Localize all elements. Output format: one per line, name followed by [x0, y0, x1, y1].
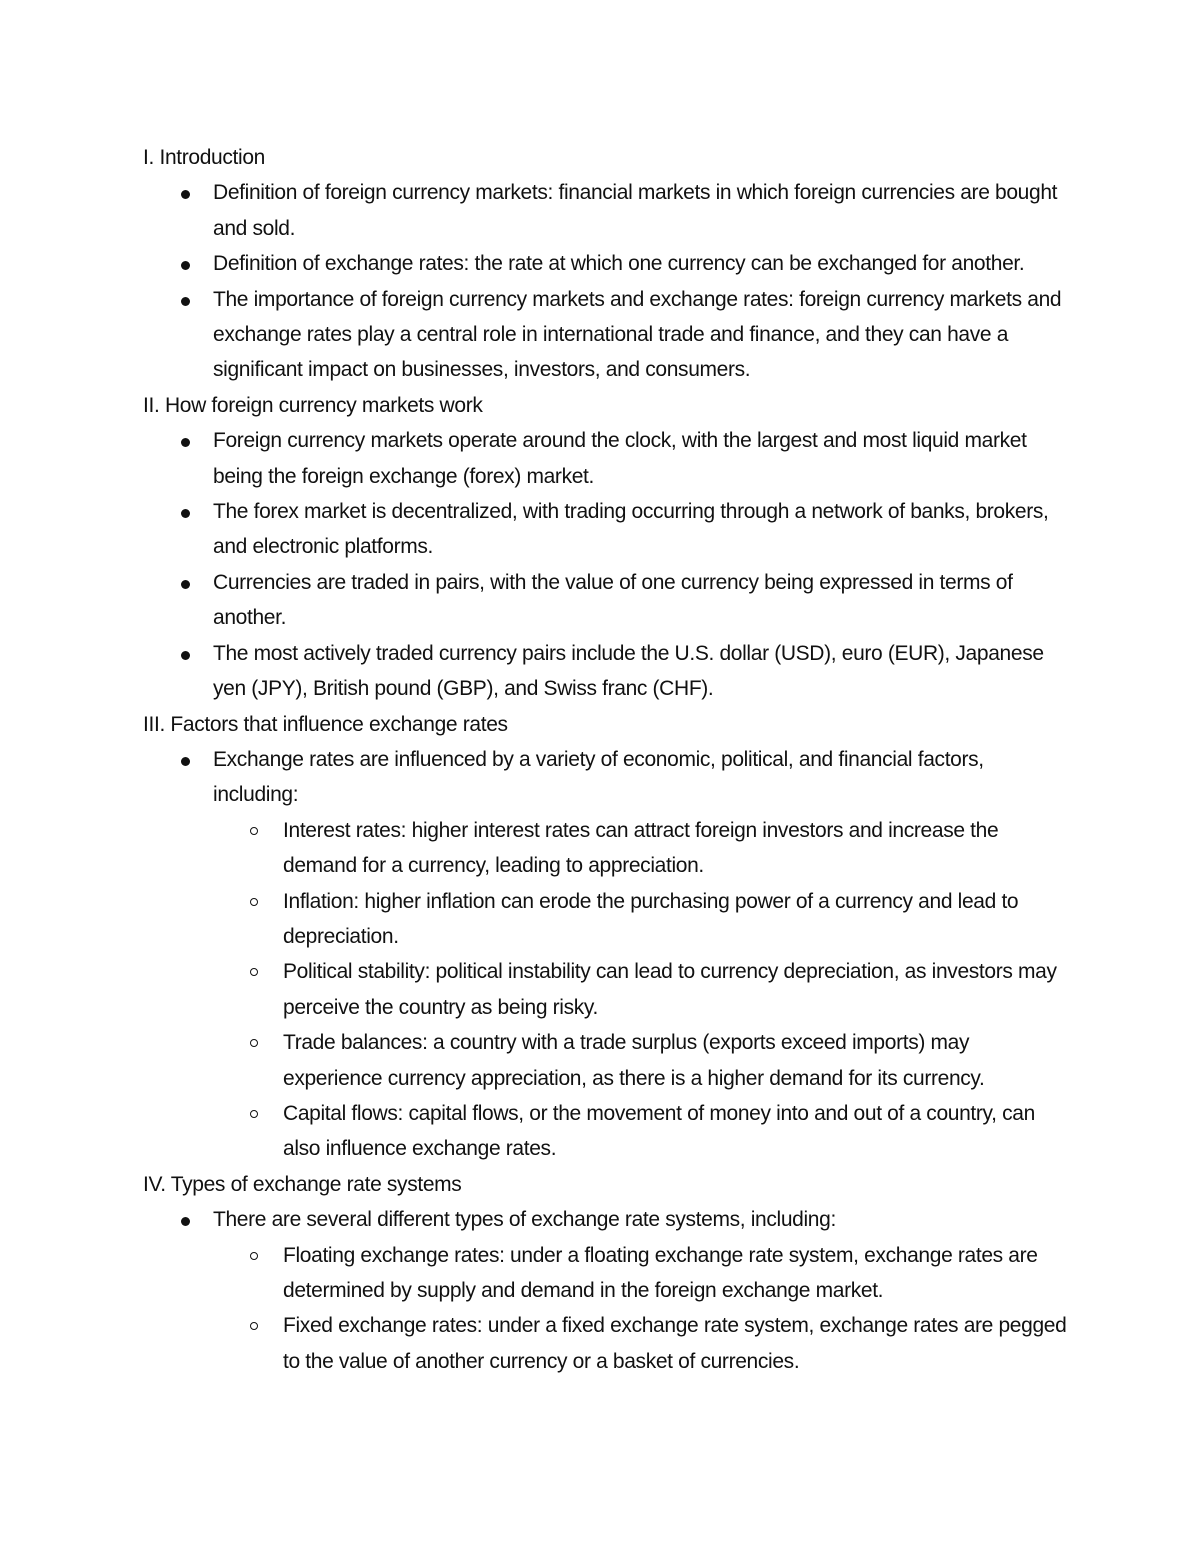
bullet-circle-icon	[250, 898, 258, 906]
bullet-dot-icon	[181, 509, 190, 518]
sub-list-item-text: Interest rates: higher interest rates can attract foreign investors and increase the demand for a currency, leading to appreciation.	[283, 818, 999, 878]
bullet-list	[143, 1202, 1073, 1379]
bullet-dot-icon	[181, 580, 190, 589]
section-factors	[143, 707, 1073, 1167]
sub-bullet-list	[213, 813, 1073, 1167]
bullet-dot-icon	[181, 297, 190, 306]
list-item-text: Definition of foreign currency markets: financial markets in which foreign currencies are bought and sold.	[213, 181, 1058, 240]
bullet-list	[143, 423, 1073, 706]
list-item	[143, 175, 1073, 246]
bullet-dot-icon	[181, 1217, 190, 1226]
list-item	[143, 1202, 1073, 1379]
list-item-text: The importance of foreign currency markets and exchange rates: foreign currency markets and exchange rates play a central role in international trade and finance, and they can have a significant impact on businesses, investors, and consumers.	[213, 287, 1062, 382]
list-item	[143, 494, 1073, 565]
sub-list-item-text: Inflation: higher inflation can erode the purchasing power of a currency and lead to depreciation.	[283, 889, 1019, 948]
bullet-circle-icon	[250, 968, 258, 976]
list-item	[143, 636, 1073, 707]
list-item-text: Foreign currency markets operate around the clock, with the largest and most liquid market being the foreign exchange (forex) market.	[213, 429, 1027, 488]
sub-list-item	[213, 813, 1073, 884]
bullet-circle-icon	[250, 827, 258, 835]
bullet-circle-icon	[250, 1252, 258, 1260]
list-item	[143, 282, 1073, 388]
list-item-text: The forex market is decentralized, with trading occurring through a network of banks, brokers, and electronic platforms.	[213, 500, 1049, 559]
section-how-markets-work	[143, 388, 1073, 707]
bullet-dot-icon	[181, 190, 190, 199]
sub-list-item-text: Fixed exchange rates: under a fixed exchange rate system, exchange rates are pegged to the value of another currency or a basket of currencies.	[283, 1314, 1067, 1373]
bullet-list	[143, 175, 1073, 387]
section-heading: I. Introduction	[143, 146, 265, 169]
section-heading: II. How foreign currency markets work	[143, 393, 483, 417]
sub-list-item-text: Floating exchange rates: under a floating exchange rate system, exchange rates are determined by supply and demand in the foreign exchange market.	[283, 1243, 1038, 1302]
bullet-circle-icon	[250, 1322, 258, 1330]
list-item	[143, 565, 1073, 636]
bullet-dot-icon	[181, 651, 190, 660]
bullet-circle-icon	[250, 1110, 258, 1118]
sub-list-item-text: Capital flows: capital flows, or the movement of money into and out of a country, can also influence exchange rates.	[283, 1101, 1035, 1161]
sub-list-item	[213, 884, 1073, 955]
sub-list-item	[213, 1096, 1073, 1167]
bullet-dot-icon	[181, 261, 190, 270]
section-introduction	[143, 140, 1073, 388]
sub-list-item-text: Trade balances: a country with a trade surplus (exports exceed imports) may experience currency appreciation, as there is a higher demand for its currency.	[283, 1031, 985, 1090]
list-item-text: Exchange rates are influenced by a variety of economic, political, and financial factors, including:	[213, 747, 984, 807]
sub-list-item	[213, 1238, 1073, 1309]
section-exchange-rate-systems	[143, 1167, 1073, 1379]
list-item-text: There are several different types of exchange rate systems, including:	[213, 1208, 836, 1232]
bullet-list	[143, 742, 1073, 1167]
bullet-dot-icon	[181, 438, 190, 447]
sub-list-item	[213, 954, 1073, 1025]
sub-list-item	[213, 1308, 1073, 1379]
bullet-circle-icon	[250, 1039, 258, 1047]
section-heading: III. Factors that influence exchange rates	[143, 712, 508, 736]
list-item-text: The most actively traded currency pairs include the U.S. dollar (USD), euro (EUR), Japanese yen (JPY), British pound (GBP), and Swiss franc (CHF).	[213, 641, 1044, 701]
list-item	[143, 423, 1073, 494]
bullet-dot-icon	[181, 757, 190, 766]
section-heading: IV. Types of exchange rate systems	[143, 1172, 462, 1196]
sub-bullet-list	[213, 1238, 1073, 1380]
list-item	[143, 742, 1073, 1167]
list-item-text: Currencies are traded in pairs, with the value of one currency being expressed in terms of another.	[213, 570, 1013, 630]
list-item	[143, 246, 1073, 281]
document-body	[143, 140, 1073, 1379]
sub-list-item-text: Political stability: political instability can lead to currency depreciation, as investors may perceive the country as being risky.	[283, 960, 1057, 1019]
sub-list-item	[213, 1025, 1073, 1096]
list-item-text: Definition of exchange rates: the rate at which one currency can be exchanged for another.	[213, 252, 1025, 276]
